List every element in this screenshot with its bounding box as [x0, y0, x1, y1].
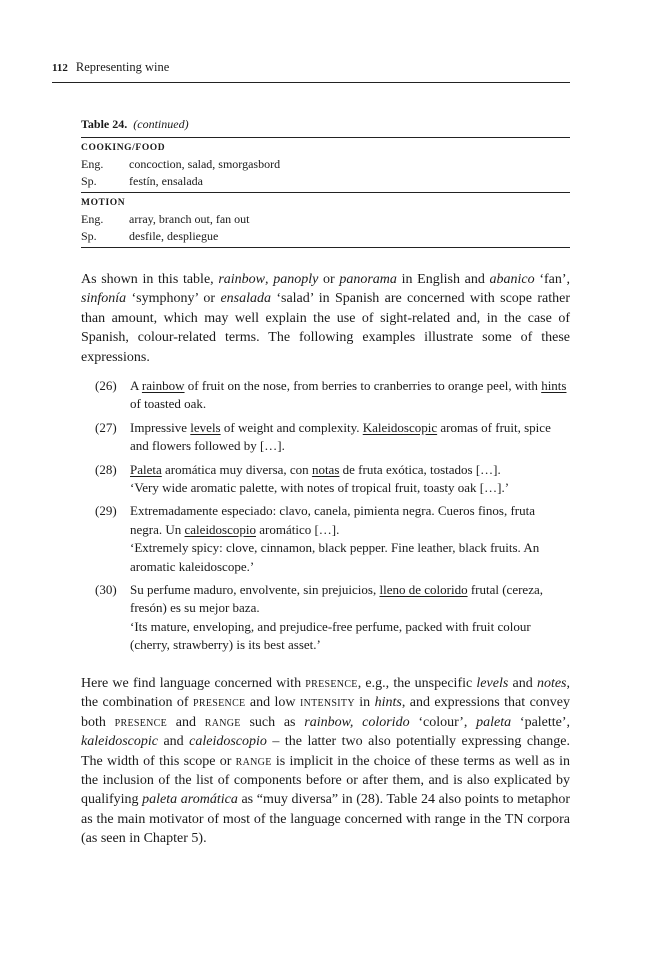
table-caption-label: Table 24.: [81, 117, 128, 131]
table-caption: [81, 116, 570, 132]
row-lang: Sp.: [81, 174, 97, 188]
table-caption-note: (continued): [133, 117, 189, 131]
row-terms: desfile, despliegue: [129, 229, 219, 243]
example-number: (30): [95, 582, 117, 598]
table-section-motion: [81, 193, 570, 247]
row-terms: concoction, salad, smorgasbord: [129, 157, 281, 171]
example-26: [95, 377, 570, 414]
example-text: Extremadamente especiado: clavo, canela, pimienta negra. Cueros finos, fruta negra. Un caleidoscopio aromático […]. ‘Extremely spicy: clove, cinnamon, black pepper. Fine leather, black fruits. An aromatic kaleidoscope.’: [130, 502, 570, 576]
running-title: Representing wine: [75, 60, 170, 74]
example-text: Paleta aromática muy diversa, con notas de fruta exótica, tostados […]. ‘Very wide aromatic palette, with notes of tropical fruit, toasty oak […].’: [130, 461, 570, 498]
example-gloss: ‘Its mature, enveloping, and prejudice-free perfume, packed with fruit colour (cherry, strawberry) is its best asset.’: [130, 618, 531, 653]
table-section-cooking-food: [81, 138, 570, 192]
table-24: [81, 116, 570, 248]
section-heading: MOTION: [81, 198, 126, 208]
example-30: [95, 581, 570, 655]
example-number: (26): [95, 378, 117, 393]
body-paragraph-1: As shown in this table, rainbow, panoply or panorama in English and abanico ‘fan’, sinfonía ‘symphony’ or ensalada ‘salad’ in Spanish are concerned with scope rather than amount, which may well explain the use of sight-related and, in the case of Spanish, colour-related terms. The following examples illustrate some of these expressions.: [81, 272, 571, 365]
row-lang: Sp.: [81, 229, 97, 243]
row-terms: array, branch out, fan out: [129, 212, 250, 226]
example-text: Impressive levels of weight and complexity. Kaleidoscopic aromas of fruit, spice and flowers followed by […].: [130, 419, 551, 454]
table-row: [81, 173, 570, 190]
running-header: [52, 58, 570, 83]
page-number: 112: [52, 62, 68, 74]
body-paragraph-2: Here we find language concerned with presence, e.g., the unspecific levels and notes, the combination of presence and low intensity in hints, and expressions that convey both presence and range such as rainbow, colorido ‘colour’, paleta ‘palette’, kaleidoscopic and caleidoscopio – the latter two also potentially expressing change. The width of this scope or range is implicit in the choice of these terms as well as in the inclusion of the list of components before or after them, and is also explicated by qualifying paleta aromática as “muy diversa” in (28). Table 24 also points to metaphor as the main motivator of most of the language concerned with range in the TN corpora (as seen in Chapter 5).: [81, 676, 571, 847]
section-heading: COOKING/FOOD: [81, 143, 166, 153]
row-lang: Eng.: [81, 212, 104, 226]
row-terms: festín, ensalada: [129, 174, 203, 188]
row-lang: Eng.: [81, 157, 104, 171]
example-text: Su perfume maduro, envolvente, sin prejuicios, lleno de colorido frutal (cereza, fresón) es su mejor baza. ‘Its mature, enveloping, and prejudice-free perfume, packed with fruit colour (cherry, strawberry) is its best asset.’: [130, 581, 570, 655]
example-28: [95, 461, 570, 498]
example-number: (28): [95, 461, 117, 477]
example-27: [95, 419, 570, 456]
example-gloss: ‘Very wide aromatic palette, with notes of tropical fruit, toasty oak […].’: [130, 480, 510, 496]
table-row: [81, 156, 570, 173]
example-list: [95, 377, 570, 660]
example-number: (29): [95, 503, 117, 519]
table-row: [81, 211, 570, 228]
example-gloss: ‘Extremely spicy: clove, cinnamon, black pepper. Fine leather, black fruits. An aromatic kaleidoscope.’: [130, 540, 540, 574]
example-number: (27): [95, 419, 117, 435]
example-text: A rainbow of fruit on the nose, from berries to cranberries to orange peel, with hints of toasted oak.: [130, 378, 567, 412]
table-row: [81, 228, 570, 245]
example-29: [95, 502, 570, 576]
